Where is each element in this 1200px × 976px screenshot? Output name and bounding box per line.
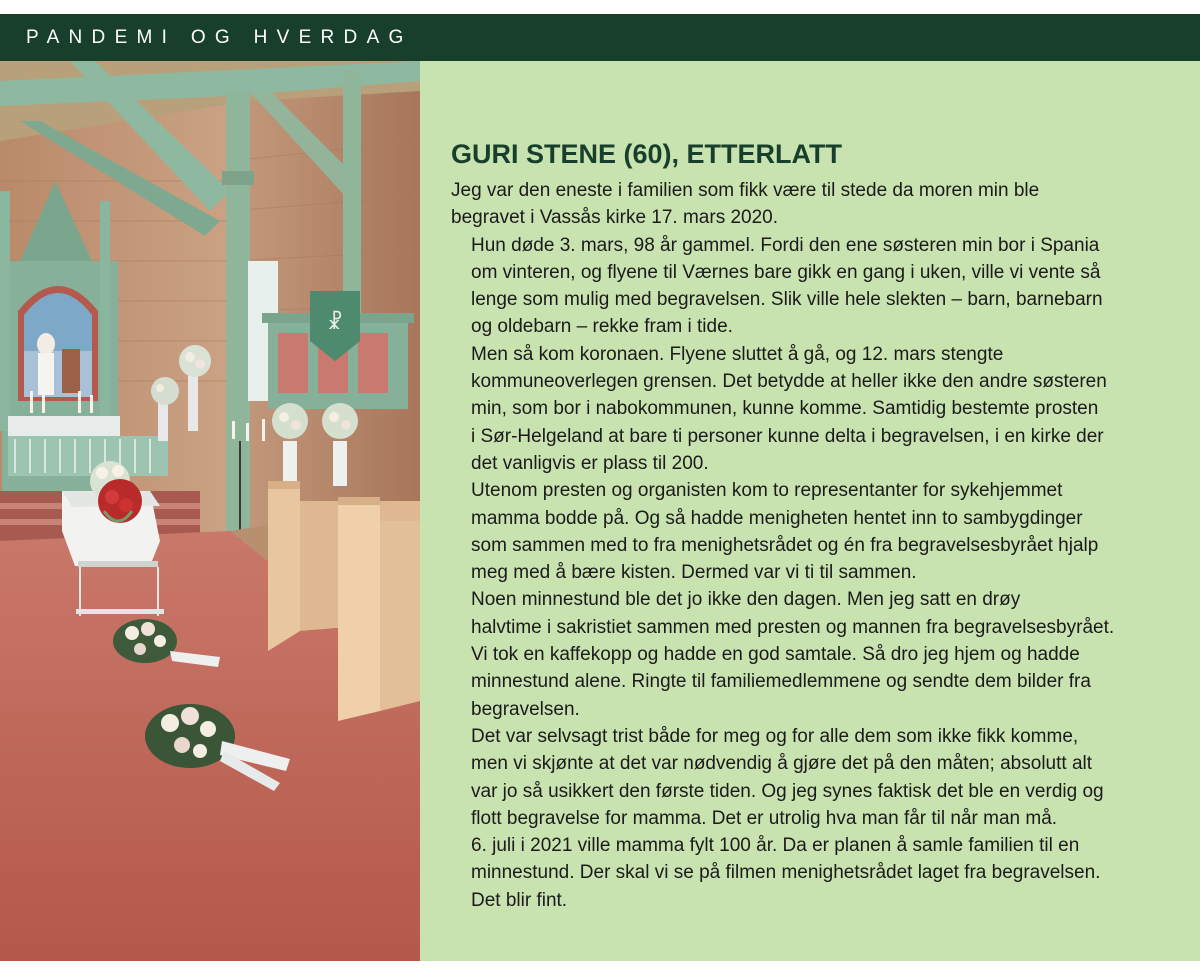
- article-paragraph: [451, 477, 1186, 586]
- text-line: halvtime i sakristiet sammen med presten og mannen fra begravelsesbyrået.: [471, 616, 1115, 638]
- article-heading: GURI STENE (60), ETTERLATT: [451, 139, 843, 169]
- text-line: Jeg var den eneste i familien som fikk være til stede da moren min ble: [451, 180, 1040, 201]
- text-line: det vanligvis er plass til 200.: [471, 452, 709, 474]
- section-header-bar: [0, 14, 1200, 61]
- text-line: Det blir fint.: [471, 889, 568, 911]
- text-line: begravet i Vassås kirke 17. mars 2020.: [451, 207, 779, 229]
- text-line: Utenom presten og organisten kom to representanter for sykehjemmet: [471, 480, 1063, 502]
- text-line: men vi skjønte at det var nødvendig å gjøre det på den måten; absolutt alt: [471, 753, 1093, 775]
- article-paragraph: [451, 232, 1186, 341]
- text-line: min, som bor i nabokommunen, kunne komme. Samtidig bestemte prosten: [471, 398, 1099, 420]
- text-line: Noen minnestund ble det jo ikke den dagen. Men jeg satt en drøy: [471, 589, 1021, 611]
- text-line: i Sør-Helgeland at bare ti personer kunne delta i begravelsen, i en kirke der: [471, 425, 1104, 447]
- article-paragraph: [451, 832, 1186, 914]
- text-line: Hun døde 3. mars, 98 år gammel. Fordi den ene søsteren min bor i Spania: [471, 234, 1100, 256]
- article-paragraph: [451, 723, 1186, 832]
- text-line: minnestund. Der skal vi se på filmen menighetsrådet laget fra begravelsen.: [471, 862, 1101, 884]
- article-panel: [420, 61, 1200, 961]
- text-line: begravelsen.: [471, 698, 580, 720]
- article-body: [451, 177, 1186, 914]
- text-line: Men så kom koronaen. Flyene sluttet å gå, og 12. mars stengte: [471, 343, 1004, 365]
- text-line: flott begravelse for mamma. Det er utrolig hva man får til når man må.: [471, 807, 1058, 829]
- article-paragraph: [451, 586, 1186, 722]
- article-paragraph: [451, 177, 1186, 232]
- article-paragraph: [451, 341, 1186, 477]
- text-line: 6. juli i 2021 ville mamma fylt 100 år. Da er planen å samle familien til en: [471, 835, 1080, 857]
- text-line: var jo så usikkert den første tiden. Og jeg synes faktisk det ble en verdig og: [471, 780, 1104, 802]
- text-line: om vinteren, og flyene til Værnes bare gikk en gang i uken, ville vi vente så: [471, 261, 1101, 283]
- text-line: mamma bodde på. Og så hadde menigheten hentet inn to sambygdinger: [471, 507, 1083, 529]
- text-line: Det var selvsagt trist både for meg og for alle dem som ikke fikk komme,: [471, 725, 1079, 747]
- text-line: lenge som mulig med begravelsen. Slik ville hele slekten – barn, barnebarn: [471, 289, 1103, 311]
- text-line: og oldebarn – rekke fram i tide.: [471, 316, 733, 338]
- church-interior-photo: [0, 61, 420, 961]
- svg-text:☧: ☧: [327, 310, 343, 334]
- text-line: kommuneoverlegen grensen. Det betydde at heller ikke den andre søsteren: [471, 371, 1107, 393]
- text-line: meg med å bære kisten. Dermed var vi ti til sammen.: [471, 562, 917, 584]
- text-line: som sammen med to fra menighetsrådet og én fra begravelsesbyrået hjalp: [471, 534, 1099, 556]
- text-line: minnestund alene. Ringte til familiemedlemmene og sendte dem bilder fra: [471, 671, 1091, 693]
- section-label: PANDEMI OG HVERDAG: [26, 27, 413, 48]
- text-line: Vi tok en kaffekopp og hadde en god samtale. Så dro jeg hjem og hadde: [471, 644, 1080, 666]
